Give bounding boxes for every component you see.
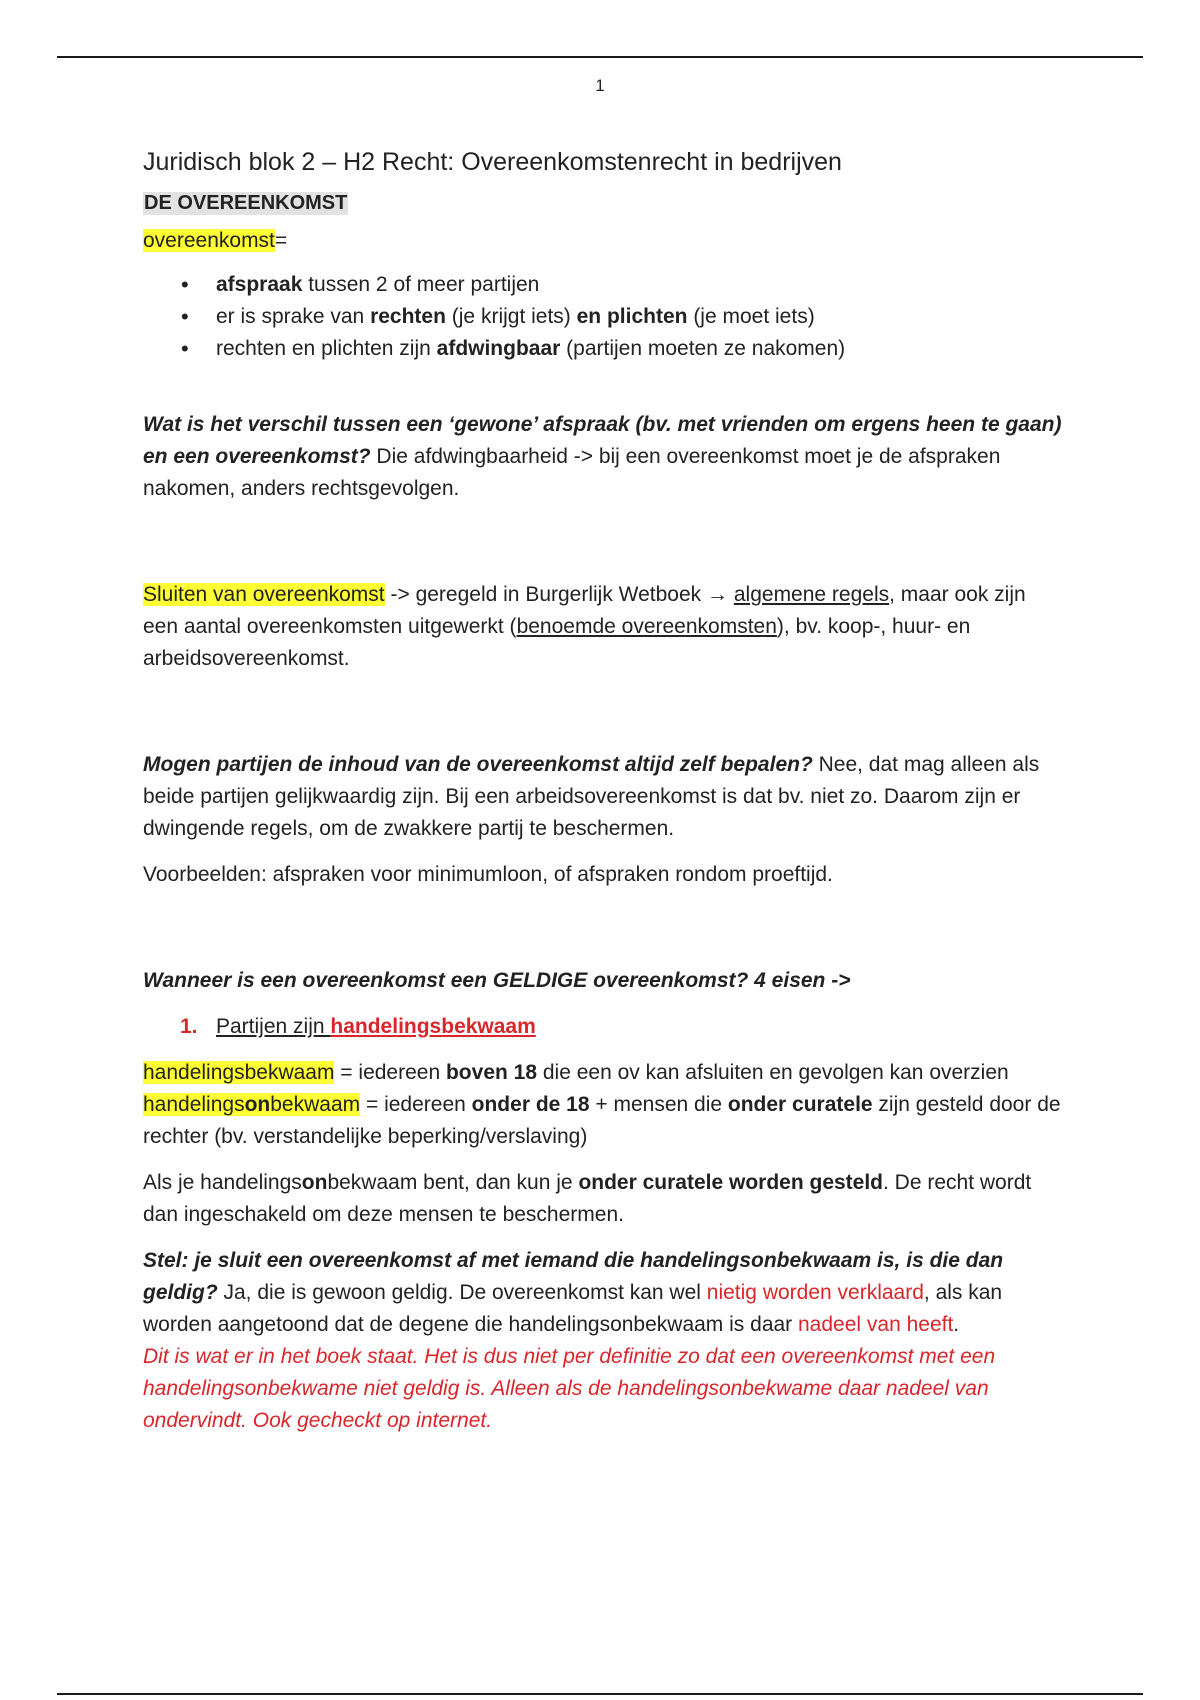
question-text: Stel: je sluit een overeenkomst af met iemand die handelingsonbekwaam is, is die dan geldig? bbox=[143, 1249, 1004, 1304]
red-text: nadeel van heeft bbox=[798, 1313, 954, 1336]
question-text: Mogen partijen de inhoud van de overeenkomst altijd zelf bepalen? bbox=[143, 753, 813, 776]
bold-term: on bbox=[244, 1093, 271, 1116]
red-text: nietig worden verklaard bbox=[706, 1281, 924, 1304]
bold-term: en plichten bbox=[576, 305, 688, 328]
bold-term: rechten bbox=[370, 305, 446, 328]
examples-paragraph: Voorbeelden: afspraken voor minimumloon, of afspraken rondom proeftijd. bbox=[143, 863, 833, 886]
requirements-list bbox=[143, 1011, 1063, 1043]
text: (partijen moeten ze nakomen) bbox=[560, 337, 846, 360]
note-paragraph: Dit is wat er in het boek staat. Het is dus niet per definitie zo dat een overeenkomst met een handelingsonbekwame niet geldig is. Alleen als de handelingsonbekwame daar nadeel van ondervindt. Ook gecheckt op internet. bbox=[143, 1345, 996, 1432]
question-paragraph-2 bbox=[143, 749, 1063, 845]
text: = iedereen bbox=[334, 1061, 446, 1084]
text: . De recht wordt dan ingeschakeld om deze mensen te beschermen. bbox=[143, 1171, 1032, 1226]
list-item bbox=[143, 269, 1063, 301]
text: tussen 2 of meer partijen bbox=[302, 273, 540, 296]
paragraph-curatele bbox=[143, 1167, 1063, 1231]
text: , maar ook zijn een aantal overeenkomsten uitgewerkt ( bbox=[143, 583, 1026, 638]
text: bekwaam bent, dan kun je bbox=[327, 1171, 579, 1194]
bold-term: afdwingbaar bbox=[436, 337, 561, 360]
paragraph-sluiten bbox=[143, 579, 1063, 675]
footer-rule bbox=[57, 1693, 1143, 1695]
answer-text: Nee, dat mag alleen als beide partijen gelijkwaardig zijn. Bij een arbeidsovereenkomst is dat bv. niet zo. Daarom zijn er dwingende regels, om de zwakkere partij te beschermen. bbox=[143, 753, 1040, 840]
answer-text: Die afdwingbaarheid -> bij een overeenkomst moet je de afspraken nakomen, anders rechtsgevolgen. bbox=[143, 445, 1001, 500]
question-paragraph-1 bbox=[143, 409, 1063, 505]
definition-bekwaam bbox=[143, 1057, 1063, 1089]
list-number: 1. bbox=[180, 1015, 198, 1038]
list-item bbox=[143, 301, 1063, 333]
text: er is sprake van bbox=[216, 305, 371, 328]
definition-onbekwaam bbox=[143, 1089, 1063, 1153]
text: Als je handelings bbox=[143, 1171, 302, 1194]
underlined-term: benoemde overeenkomsten bbox=[516, 615, 777, 638]
bold-term: onder curatele worden gesteld bbox=[578, 1171, 884, 1194]
bold-term: onder de 18 bbox=[471, 1093, 590, 1116]
definition-line bbox=[143, 225, 1063, 257]
bold-term: onder curatele bbox=[727, 1093, 873, 1116]
text: + mensen die bbox=[589, 1093, 728, 1116]
text: ), bv. koop-, huur- en arbeidsovereenkomst. bbox=[143, 615, 971, 670]
requirement-term: handelingsbekwaam bbox=[330, 1015, 536, 1038]
question-text: Wat is het verschil tussen een ‘gewone’ afspraak (bv. met vrienden om ergens heen te gaan) en een overeenkomst? bbox=[143, 413, 1062, 468]
requirement-label: Partijen zijn bbox=[216, 1015, 331, 1038]
list-item bbox=[143, 1011, 1063, 1043]
header-rule bbox=[57, 56, 1143, 58]
text: die een ov kan afsluiten en gevolgen kan overzien bbox=[537, 1061, 1009, 1084]
definition-suffix: = bbox=[274, 229, 288, 252]
text: , als kan worden aangetoond dat de degene die handelingsonbekwaam is daar bbox=[143, 1281, 1003, 1336]
text: (je krijgt iets) bbox=[445, 305, 577, 328]
bold-term: afspraak bbox=[216, 273, 303, 296]
bold-term: boven 18 bbox=[445, 1061, 538, 1084]
list-item bbox=[143, 333, 1063, 365]
question-paragraph-4 bbox=[143, 1245, 1063, 1341]
bold-term: on bbox=[301, 1171, 328, 1194]
text: (je moet iets) bbox=[687, 305, 815, 328]
document-body bbox=[143, 142, 1063, 1437]
text: zijn gesteld door de rechter (bv. verstandelijke beperking/verslaving) bbox=[143, 1093, 1061, 1148]
right-arrow-icon: → bbox=[707, 583, 729, 606]
text: Ja, die is gewoon geldig. De overeenkomst kan wel bbox=[217, 1281, 707, 1304]
highlighted-term bbox=[143, 1093, 360, 1116]
text: rechten en plichten zijn bbox=[216, 337, 437, 360]
section-heading: DE OVEREENKOMST bbox=[144, 192, 348, 214]
text: . bbox=[953, 1313, 960, 1336]
page-number: 1 bbox=[595, 76, 605, 95]
document-title: Juridisch blok 2 – H2 Recht: Overeenkomstenrecht in bedrijven bbox=[143, 148, 842, 176]
text: -> geregeld in Burgerlijk Wetboek bbox=[384, 583, 708, 606]
text: = iedereen bbox=[360, 1093, 472, 1116]
text: bekwaam bbox=[270, 1093, 361, 1116]
underlined-term: algemene regels bbox=[733, 583, 890, 606]
highlighted-term: Sluiten van overeenkomst bbox=[143, 583, 385, 606]
definition-bullets bbox=[143, 269, 1063, 365]
highlighted-term: handelingsbekwaam bbox=[143, 1061, 335, 1084]
question-paragraph-3: Wanneer is een overeenkomst een GELDIGE overeenkomst? 4 eisen -> bbox=[143, 969, 851, 992]
definition-term: overeenkomst bbox=[143, 229, 275, 252]
text: handelings bbox=[143, 1093, 245, 1116]
